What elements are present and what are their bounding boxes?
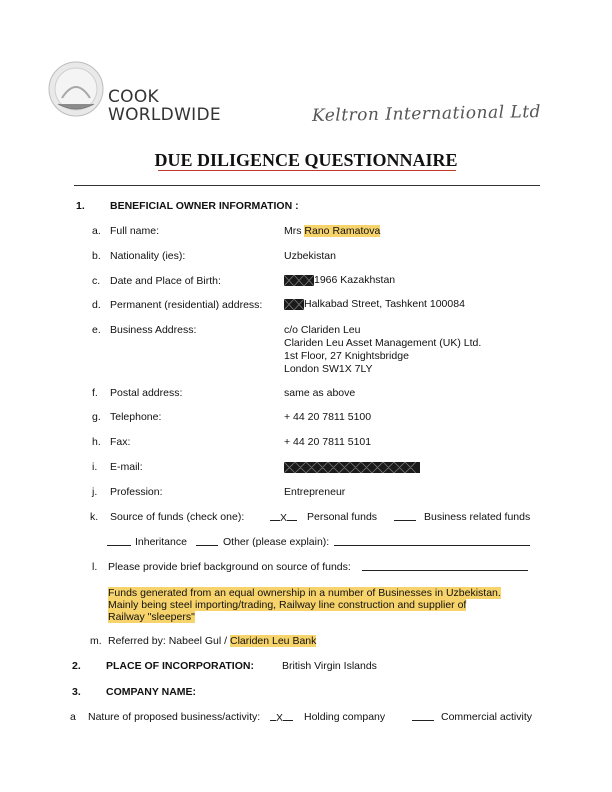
logo-line-1: COOK xyxy=(108,87,159,107)
redaction-block xyxy=(284,275,314,286)
section-1-number: 1. xyxy=(76,200,85,212)
item-c-label: Date and Place of Birth: xyxy=(110,275,221,287)
item-f-label: Postal address: xyxy=(110,387,183,399)
background-answer-line: Railway "sleepers" xyxy=(108,611,195,623)
item-l-label: Please provide brief background on source of funds: xyxy=(108,561,351,573)
item-g-letter: g. xyxy=(92,411,101,423)
handwritten-note: Keltron International Ltd xyxy=(311,102,542,126)
item-j-letter: j. xyxy=(92,486,98,498)
item-c-letter: c. xyxy=(92,275,101,287)
postal-address-value: same as above xyxy=(284,387,356,399)
holding-company-mark: X xyxy=(276,712,284,724)
holding-company-label: Holding company xyxy=(304,711,386,723)
item-m-letter: m. xyxy=(90,635,102,647)
title-underline xyxy=(158,170,456,171)
item-3a-letter: a xyxy=(70,711,76,723)
company-seal-logo xyxy=(46,58,106,120)
nationality-value: Uzbekistan xyxy=(284,250,336,262)
full-name-prefix: Mrs xyxy=(284,225,305,237)
business-address-line: London SW1X 7LY xyxy=(284,363,373,375)
personal-funds-label: Personal funds xyxy=(307,511,378,523)
item-e-letter: e. xyxy=(92,324,101,336)
fax-value: + 44 20 7811 5101 xyxy=(284,436,372,448)
referred-by xyxy=(108,635,316,647)
personal-funds-checkbox[interactable] xyxy=(270,511,297,524)
item-d-letter: d. xyxy=(92,299,101,311)
item-e-label: Business Address: xyxy=(110,324,197,336)
item-l-letter: l. xyxy=(92,561,98,573)
personal-funds-mark: X xyxy=(280,512,288,524)
item-a-label: Full name: xyxy=(110,225,160,237)
item-d-label: Permanent (residential) address: xyxy=(110,299,263,311)
item-k-letter: k. xyxy=(90,511,99,523)
item-j-label: Profession: xyxy=(110,486,163,498)
item-b-label: Nationality (ies): xyxy=(110,250,186,262)
holding-company-checkbox[interactable] xyxy=(270,711,293,724)
inheritance-label: Inheritance xyxy=(135,536,187,548)
referred-by-label: Referred by: Nabeel Gul / xyxy=(108,635,230,647)
section-1-heading: BENEFICIAL OWNER INFORMATION : xyxy=(110,200,299,212)
commercial-activity-label: Commercial activity xyxy=(441,711,533,723)
section-2-number: 2. xyxy=(72,660,81,672)
other-checkbox[interactable] xyxy=(196,536,218,549)
redaction-block xyxy=(284,462,420,473)
business-funds-label: Business related funds xyxy=(424,511,531,523)
birth-value xyxy=(284,274,395,286)
logo-line-2: WORLDWIDE xyxy=(108,105,221,125)
background-answer-line: Mainly being steel importing/trading, Railway line construction and supplier of xyxy=(108,599,467,611)
item-a-letter: a. xyxy=(92,225,101,237)
company-logo-text xyxy=(108,88,221,124)
birth-text: 1966 Kazakhstan xyxy=(314,274,396,286)
item-i-letter: i. xyxy=(92,461,98,473)
page-title: DUE DILIGENCE QUESTIONNAIRE xyxy=(154,150,458,170)
item-i-label: E-mail: xyxy=(110,461,143,473)
redaction-block xyxy=(284,299,304,310)
other-explanation-field[interactable] xyxy=(334,536,530,549)
header-divider xyxy=(74,185,540,186)
address-value xyxy=(284,298,465,310)
source-background-field[interactable] xyxy=(362,561,528,574)
business-funds-checkbox[interactable] xyxy=(394,511,416,524)
item-b-letter: b. xyxy=(92,250,101,262)
business-address-line: 1st Floor, 27 Knightsbridge xyxy=(284,350,409,362)
item-k-label: Source of funds (check one): xyxy=(110,511,245,523)
business-address-line: c/o Clariden Leu xyxy=(284,324,361,336)
incorporation-value: British Virgin Islands xyxy=(282,660,377,672)
item-3a-label: Nature of proposed business/activity: xyxy=(88,711,261,723)
inheritance-checkbox[interactable] xyxy=(107,536,131,549)
item-f-letter: f. xyxy=(92,387,98,399)
referred-by-highlight: Clariden Leu Bank xyxy=(229,635,317,647)
profession-value: Entrepreneur xyxy=(284,486,346,498)
background-answer-line: Funds generated from an equal ownership in a number of Businesses in Uzbekistan. xyxy=(108,587,501,599)
section-3-number: 3. xyxy=(72,686,81,698)
full-name-highlight: Rano Ramatova xyxy=(304,225,381,237)
section-2-heading: PLACE OF INCORPORATION: xyxy=(106,660,254,672)
email-redacted xyxy=(284,461,420,473)
item-g-label: Telephone: xyxy=(110,411,162,423)
full-name-value xyxy=(284,225,380,237)
address-text: Halkabad Street, Tashkent 100084 xyxy=(304,298,465,310)
telephone-value: + 44 20 7811 5100 xyxy=(284,411,372,423)
item-h-label: Fax: xyxy=(110,436,131,448)
commercial-activity-checkbox[interactable] xyxy=(412,711,434,724)
section-3-heading: COMPANY NAME: xyxy=(106,686,197,698)
other-label: Other (please explain): xyxy=(223,536,330,548)
business-address-line: Clariden Leu Asset Management (UK) Ltd. xyxy=(284,337,482,349)
item-h-letter: h. xyxy=(92,436,101,448)
